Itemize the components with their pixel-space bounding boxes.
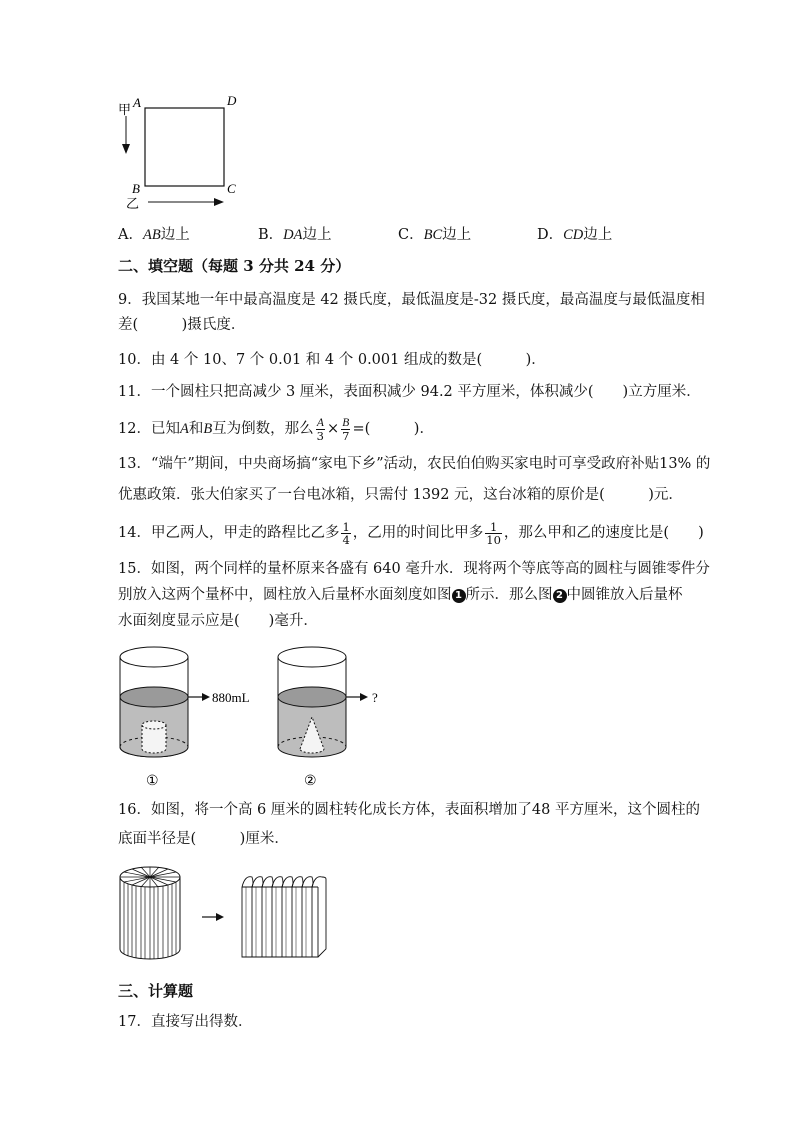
question-9-line1: 9．我国某地一年中最高温度是 42 摄氏度，最低温度是-32 摄氏度，最高温度与最低温度相: [118, 292, 705, 308]
label-jia: 甲: [118, 102, 132, 117]
option-b[interactable]: B．DA边上: [258, 227, 332, 243]
question-9-line2: 差( )摄氏度．: [118, 317, 246, 333]
question-15-line2: 别放入这两个量杯中，圆柱放入后量杯水面刻度如图 1 所示．那么图 2 中圆锥放入后量杯: [118, 587, 683, 603]
fraction-b-over-7: $\frac{B}{7}$: [342, 416, 350, 443]
circled-2-icon: 2: [553, 589, 567, 603]
question-10: 10．由 4 个 10、7 个 0.01 和 4 个 0.001 组成的数是( )．: [118, 352, 546, 368]
section-heading-calculation: 三、计算题: [118, 982, 194, 1000]
sliced-cylinder: [120, 867, 180, 959]
question-11: 11．一个圆柱只把高减少 3 厘米，表面积减少 94.2 平方厘米，体积减少( )立方厘米．: [118, 384, 701, 400]
cup-1-caption: ①: [146, 774, 159, 789]
cup-1-reading: 880mL: [212, 690, 250, 705]
label-B: B: [132, 181, 140, 196]
cup-2-caption: ②: [304, 774, 317, 789]
label-C: C: [227, 181, 236, 196]
option-a[interactable]: A．AB边上: [118, 227, 190, 243]
question-13-line2: 优惠政策．张大伯家买了一台电冰箱，只需付 1392 元，这台冰箱的原价是( )元．: [118, 487, 683, 503]
cup-2-reading: ?: [372, 690, 378, 705]
question-12: 12．已知A和B互为倒数，那么 $\frac{A}{3}$ × $\frac{B}{7}$ =( )．: [118, 416, 434, 443]
question-13-line1: 13．“端午”期间，中央商场搞“家电下乡”活动，农民伯伯购买家电时可享受政府补贴13% 的: [118, 456, 711, 472]
label-D: D: [227, 93, 237, 108]
measuring-cups-figure: [112, 645, 402, 790]
cup-1: [120, 647, 250, 789]
question-17: 17．直接写出得数．: [118, 1014, 253, 1030]
question-15-line1: 15．如图，两个同样的量杯原来各盛有 640 毫升水．现将两个等底等高的圆柱与圆锥零件分: [118, 561, 710, 577]
label-yi: 乙: [126, 196, 140, 211]
question-16-line2: 底面半径是( )厘米．: [118, 831, 289, 847]
section-heading-fill-blank: 二、填空题（每题 3 分共 24 分）: [118, 257, 351, 275]
cylinder-to-cuboid-figure: [114, 865, 334, 961]
circled-1-icon: 1: [452, 589, 466, 603]
question-14: 14．甲乙两人，甲走的路程比乙多 $\frac{1}{4}$ ，乙用的时间比甲多 $\frac{1}{10}$ ，那么甲和乙的速度比是( ): [118, 519, 704, 547]
option-c[interactable]: C．BC边上: [398, 227, 472, 243]
square-figure: [112, 92, 252, 214]
question-15-line3: 水面刻度显示应是( )毫升．: [118, 613, 318, 629]
option-d[interactable]: D．CD边上: [537, 227, 613, 243]
rearranged-cuboid: [242, 877, 326, 957]
cup-2: [278, 647, 378, 789]
label-A: A: [133, 95, 141, 110]
fraction-1-over-10: $\frac{1}{10}$: [486, 519, 501, 547]
fraction-a-over-3: $\frac{A}{3}$: [316, 416, 324, 443]
question-16-line1: 16．如图，将一个高 6 厘米的圆柱转化成长方体，表面积增加了48 平方厘米，这个圆柱的: [118, 802, 700, 818]
fraction-1-over-4: $\frac{1}{4}$: [342, 519, 350, 547]
